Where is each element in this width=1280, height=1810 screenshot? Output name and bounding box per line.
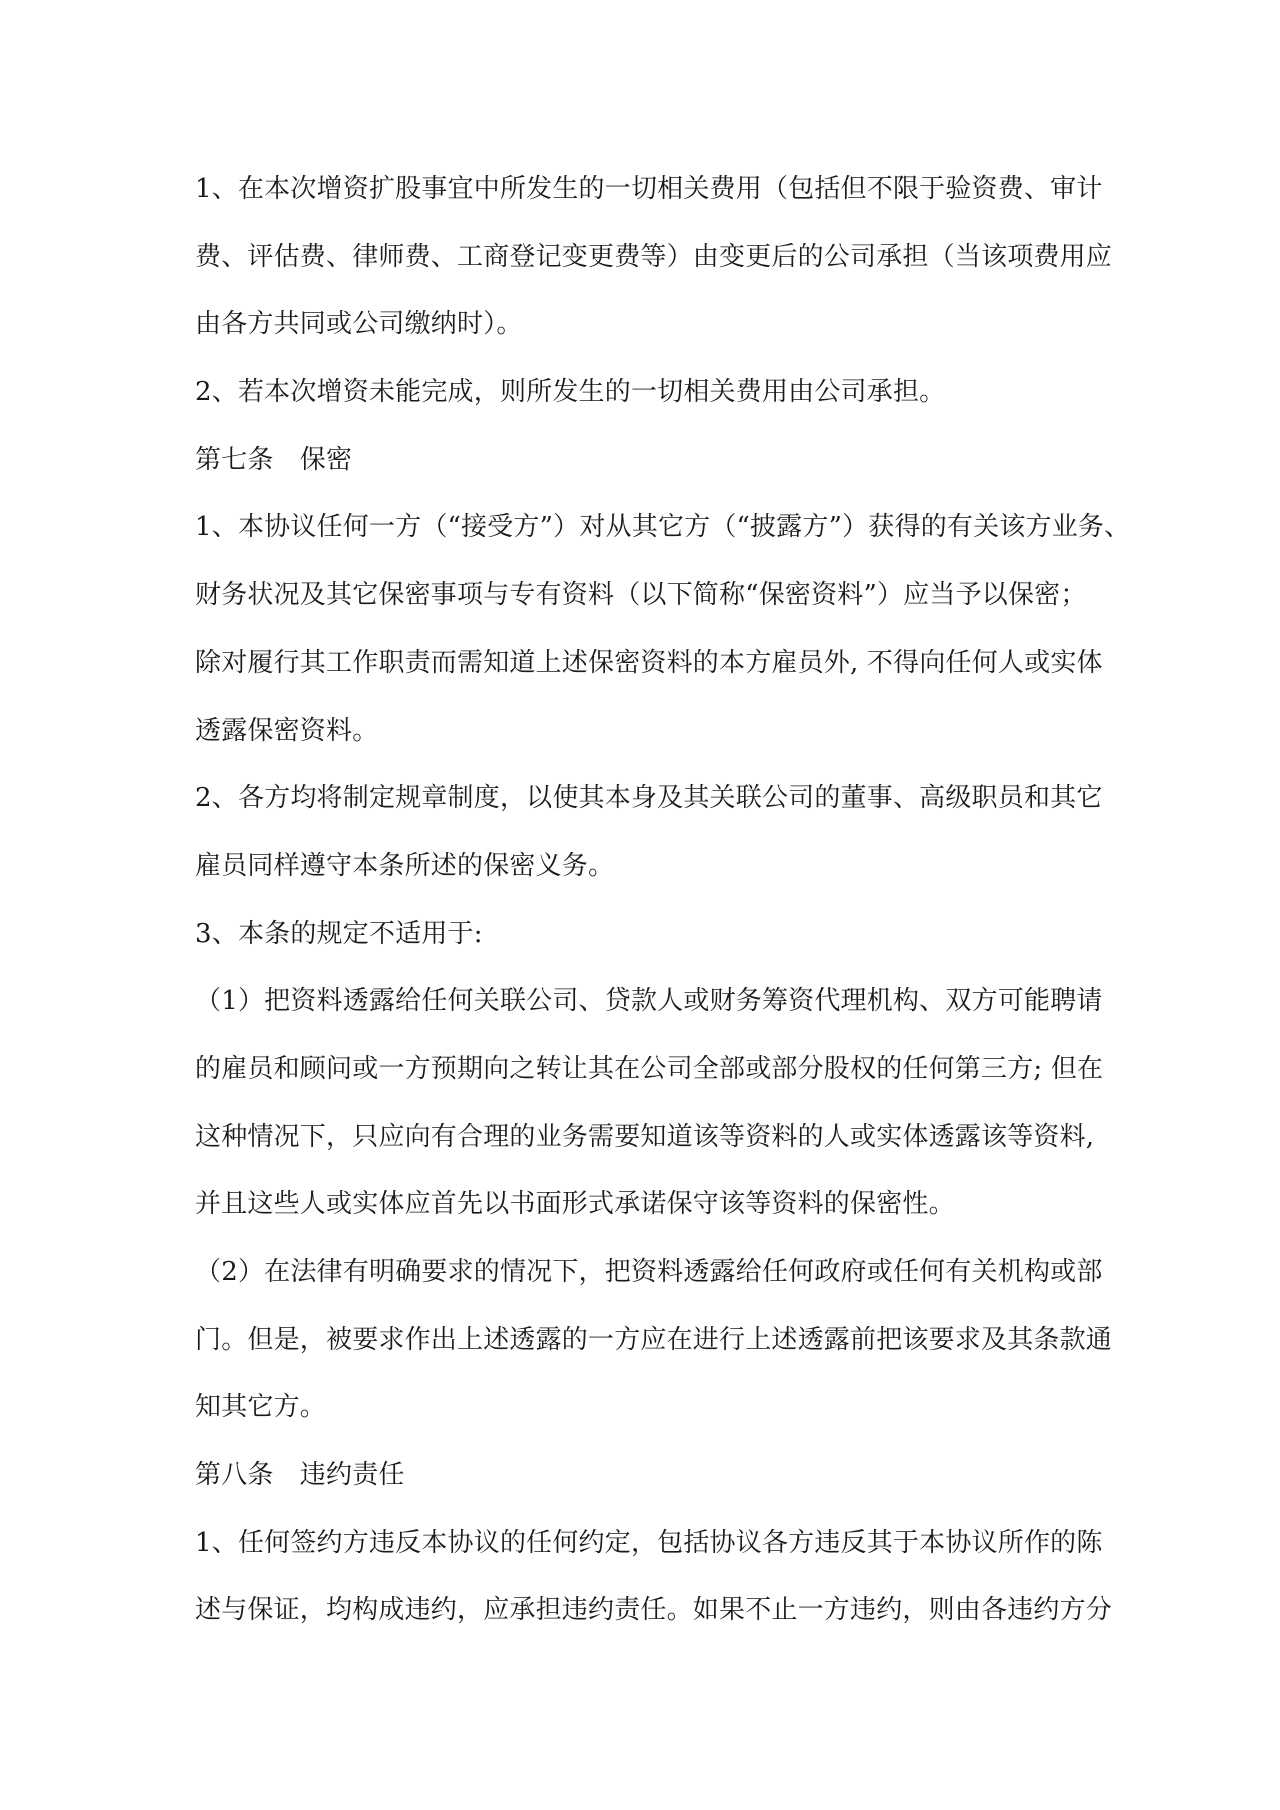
text-line: 2、各方均将制定规章制度，以使其本身及其关联公司的董事、高级职员和其它 [195, 783, 1103, 814]
text-line: 1、任何签约方违反本协议的任何约定，包括协议各方违反其于本协议所作的陈 [195, 1527, 1103, 1558]
text-line: 费、评估费、律师费、工商登记变更费等）由变更后的公司承担（当该项费用应 [195, 241, 1113, 272]
text-line: 2、若本次增资未能完成，则所发生的一切相关费用由公司承担。 [195, 377, 946, 408]
text-line: 门。但是，被要求作出上述透露的一方应在进行上述透露前把该要求及其条款通 [195, 1324, 1113, 1355]
text-line: 知其它方。 [195, 1392, 327, 1423]
text-line: 1、在本次增资扩股事宜中所发生的一切相关费用（包括但不限于验资费、审计 [195, 174, 1103, 204]
text-line: 1、本协议任何一方（“接受方”）对从其它方（“披露方”）获得的有关该方业务、 [195, 512, 1131, 543]
text-line: 雇员同样遵守本条所述的保密义务。 [195, 850, 615, 881]
section-heading: 第七条 保密 [195, 444, 353, 475]
text-line: 透露保密资料。 [195, 715, 379, 746]
section-heading: 第八条 违约责任 [195, 1460, 405, 1491]
text-line: 财务状况及其它保密事项与专有资料（以下简称“保密资料”）应当予以保密； [195, 580, 1087, 611]
text-line: （2）在法律有明确要求的情况下，把资料透露给任何政府或任何有关机构或部 [195, 1257, 1103, 1287]
text-line: 并且这些人或实体应首先以书面形式承诺保守该等资料的保密性。 [195, 1189, 955, 1220]
text-line: 除对履行其工作职责而需知道上述保密资料的本方雇员外, 不得向任何人或实体 [195, 647, 1103, 678]
text-line: （1）把资料透露给任何关联公司、贷款人或财务筹资代理机构、双方可能聘请 [195, 986, 1103, 1017]
text-line: 的雇员和顾问或一方预期向之转让其在公司全部或部分股权的任何第三方; 但在 [195, 1053, 1104, 1084]
text-line: 这种情况下，只应向有合理的业务需要知道该等资料的人或实体透露该等资料, [195, 1121, 1095, 1152]
text-line: 述与保证，均构成违约，应承担违约责任。如果不止一方违约，则由各违约方分 [195, 1595, 1113, 1626]
document-body [195, 156, 1131, 1645]
text-line: 3、本条的规定不适用于: [195, 918, 483, 949]
text-line: 由各方共同或公司缴纳时）。 [195, 309, 523, 340]
